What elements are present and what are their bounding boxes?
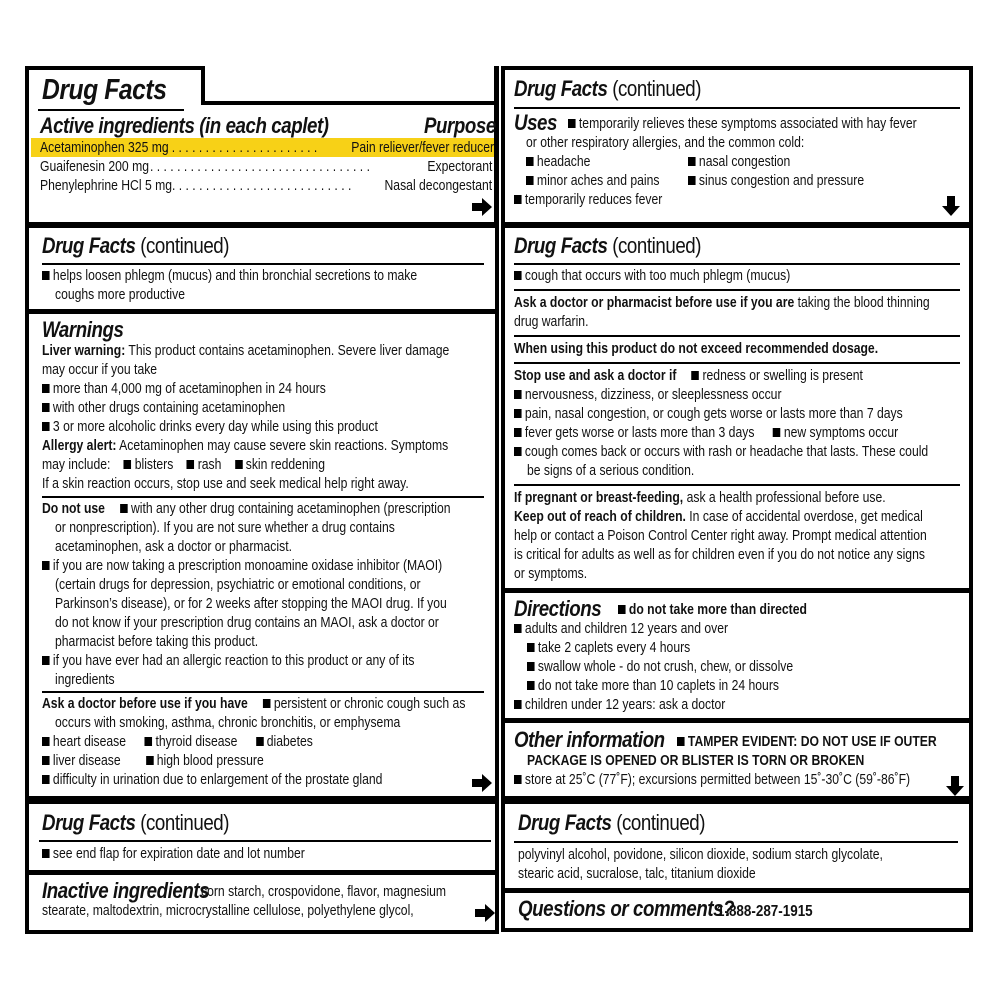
phone-number[interactable]: 1-888-287-1915	[717, 903, 813, 920]
expectorant-use-cont: coughs more productive	[55, 287, 185, 303]
arrow-down-icon	[942, 196, 960, 216]
do-not-use-line: ingredients	[55, 672, 115, 688]
ingredient-row-acetaminophen	[40, 139, 494, 157]
inactive-ingredients-cont: polyvinyl alcohol, povidone, silicon dioxide, sodium starch glycolate,	[518, 847, 883, 863]
arrow-right-icon	[475, 904, 495, 922]
ingredient-purpose: Pain reliever/fever reducer	[351, 140, 494, 156]
ingredient-name: Guaifenesin 200 mg	[40, 159, 150, 175]
do-not-use-line: if you are now taking a prescription monoamine oxidase inhibitor (MAOI)	[42, 557, 442, 576]
expiry-note: see end flap for expiration date and lot number	[42, 845, 305, 864]
ask-pharmacist-cont: drug warfarin.	[514, 314, 589, 330]
inactive-ingredients-header: Inactive ingredients	[42, 878, 210, 903]
active-ingredients-header: Active ingredients (in each caplet)	[40, 113, 329, 138]
leader-dots: . . . . . . . . . . . . . . . . . . . . . . .	[165, 140, 318, 156]
symptom-item: minor aches and pains	[526, 172, 659, 191]
drug-facts-label: Drug Facts	[518, 810, 612, 835]
inactive-ingredients-cont: stearic acid, sucralose, talc, titanium dioxide	[518, 866, 756, 882]
direction-item: swallow whole - do not crush, chew, or dissolve	[527, 658, 793, 677]
liver-item: 3 or more alcoholic drinks every day while using this product	[42, 418, 378, 437]
direction-item: adults and children 12 years and over	[514, 620, 728, 639]
stop-use-line: pain, nasal congestion, or cough gets worse or lasts more than 7 days	[514, 405, 903, 424]
when-using: When using this product do not exceed recommended dosage.	[514, 341, 879, 357]
tamper-evident-cont: PACKAGE IS OPENED OR BLISTER IS TORN OR BROKEN	[527, 753, 865, 769]
symptom-item: sinus congestion and pressure	[688, 172, 864, 191]
stop-use-line: cough comes back or occurs with rash or headache that lasts. These could	[514, 443, 928, 462]
warnings-header: Warnings	[42, 317, 124, 342]
conditions-row: liver disease high blood pressure	[42, 752, 264, 771]
skin-reaction-text: If a skin reaction occurs, stop use and seek medical help right away.	[42, 476, 409, 492]
do-not-use-line: do not know if your prescription drug contains an MAOI, ask a doctor or	[55, 615, 439, 631]
inactive-ingredients-text: stearate, maltodextrin, microcrystalline cellulose, polyethylene glycol,	[42, 903, 414, 919]
other-info-header: Other information	[514, 727, 665, 752]
do-not-use-line: acetaminophen, ask a doctor or pharmacist.	[55, 539, 292, 555]
panel-inactive-ingredients	[25, 800, 499, 934]
direction-item: do not take more than 10 caplets in 24 hours	[527, 677, 779, 696]
purpose-header: Purpose	[424, 113, 496, 138]
panel2-title	[514, 76, 701, 102]
keep-out-line: Keep out of reach of children. In case of accidental overdose, get medical	[514, 509, 923, 525]
uses-line: or other respiratory allergies, and the common cold:	[526, 135, 805, 151]
continued-label: (continued)	[611, 810, 706, 835]
panel6-title	[518, 810, 705, 836]
cough-item: cough that occurs with too much phlegm (mucus)	[514, 267, 790, 286]
ingredient-name: Phenylephrine HCl 5 mg	[40, 178, 173, 194]
keep-out-line: is critical for adults as well as for children even if you do not notice any signs	[514, 547, 925, 563]
do-not-use-line: Do not use with any other drug containing acetaminophen (prescription	[42, 501, 451, 517]
symptom-item: headache	[526, 153, 590, 172]
do-not-use-line: Parkinson’s disease), or for 2 weeks after stopping the MAOI drug. If you	[55, 596, 447, 612]
stop-use-line: nervousness, dizziness, or sleeplessness occur	[514, 386, 782, 405]
liver-item: with other drugs containing acetaminophen	[42, 399, 285, 418]
questions-header: Questions or comments?	[518, 896, 735, 921]
tamper-evident: TAMPER EVIDENT: DO NOT USE IF OUTER	[677, 733, 937, 752]
continued-label: (continued)	[607, 76, 702, 101]
uses-header: Uses	[514, 110, 558, 135]
storage-info: store at 25˚C (77˚F); excursions permitted between 15˚-30˚C (59˚-86˚F)	[514, 771, 910, 790]
panel3-title	[42, 233, 229, 259]
panel-uses	[501, 66, 973, 226]
stop-use-line: fever gets worse or lasts more than 3 days new symptoms occur	[514, 424, 898, 443]
direction-item: take 2 caplets every 4 hours	[527, 639, 690, 658]
allergy-symptoms: may include: blisters rash skin reddening	[42, 457, 325, 473]
panel4-title	[514, 233, 701, 259]
liver-warning: Liver warning: This product contains acetaminophen. Severe liver damage	[42, 343, 450, 359]
expectorant-use: helps loosen phlegm (mucus) and thin bronchial secretions to make	[42, 267, 417, 286]
do-not-use-line: or nonprescription). If you are not sure whether a drug contains	[55, 520, 395, 536]
uses-line: temporarily relieves these symptoms associated with hay fever	[568, 115, 917, 134]
allergy-alert: Allergy alert: Acetaminophen may cause severe skin reactions. Symptoms	[42, 438, 449, 454]
continued-label: (continued)	[135, 810, 230, 835]
ask-doctor-line: occurs with smoking, asthma, chronic bronchitis, or emphysema	[55, 715, 401, 731]
ask-pharmacist: Ask a doctor or pharmacist before use if you are taking the blood thinning	[514, 295, 930, 311]
drug-facts-label: Drug Facts	[514, 76, 608, 101]
symptom-item: nasal congestion	[688, 153, 790, 172]
ask-doctor-line: Ask a doctor before use if you have persistent or chronic cough such as	[42, 696, 466, 712]
ingredient-row-guaifenesin	[40, 158, 492, 176]
liver-warning-cont: may occur if you take	[42, 362, 158, 378]
stop-use-line: be signs of a serious condition.	[527, 463, 695, 479]
keep-out-line: help or contact a Poison Control Center right away. Prompt medical attention	[514, 528, 927, 544]
continued-label: (continued)	[135, 233, 230, 258]
panel-directions	[501, 224, 973, 800]
ingredient-purpose: Nasal decongestant	[384, 178, 492, 194]
directions-lead: do not take more than directed	[618, 601, 807, 620]
arrow-down-icon	[946, 776, 964, 796]
stop-use-line: Stop use and ask a doctor if redness or swelling is present	[514, 368, 863, 384]
panel-questions	[501, 800, 973, 932]
leader-dots: . . . . . . . . . . . . . . . . . . . . . . . . . . .	[172, 178, 352, 194]
do-not-use-line: (certain drugs for depression, psychiatric or emotional conditions, or	[55, 577, 421, 593]
ingredient-name: Acetaminophen 325 mg	[40, 140, 169, 156]
ingredient-purpose: Expectorant	[426, 159, 492, 175]
ingredient-row-phenylephrine	[40, 177, 492, 195]
panel5-title	[42, 810, 229, 836]
leader-dots: . . . . . . . . . . . . . . . . . . . . . . . . . . . . . . . . .	[150, 159, 370, 175]
drug-facts-label: Drug Facts	[514, 233, 608, 258]
do-not-use-line: pharmacist before taking this product.	[55, 634, 259, 650]
pregnant-line: If pregnant or breast-feeding, ask a health professional before use.	[514, 490, 886, 506]
arrow-right-icon	[472, 198, 492, 216]
arrow-right-icon	[472, 774, 492, 792]
conditions-row: difficulty in urination due to enlargement of the prostate gland	[42, 771, 382, 790]
drug-facts-label: Drug Facts	[42, 233, 136, 258]
panel1-title: Drug Facts	[42, 74, 167, 106]
continued-label: (continued)	[607, 233, 702, 258]
conditions-row: heart disease thyroid disease diabetes	[42, 733, 313, 752]
inactive-ingredients-text: corn starch, crospovidone, flavor, magnesium	[201, 884, 447, 900]
drug-facts-label: Drug Facts	[42, 810, 136, 835]
do-not-use-line: if you have ever had an allergic reaction to this product or any of its	[42, 652, 414, 671]
directions-header: Directions	[514, 596, 602, 621]
fever-item: temporarily reduces fever	[514, 191, 662, 210]
panel-warnings	[25, 224, 499, 800]
direction-item: children under 12 years: ask a doctor	[514, 696, 725, 715]
keep-out-line: or symptoms.	[514, 566, 588, 582]
liver-item: more than 4,000 mg of acetaminophen in 24 hours	[42, 380, 326, 399]
